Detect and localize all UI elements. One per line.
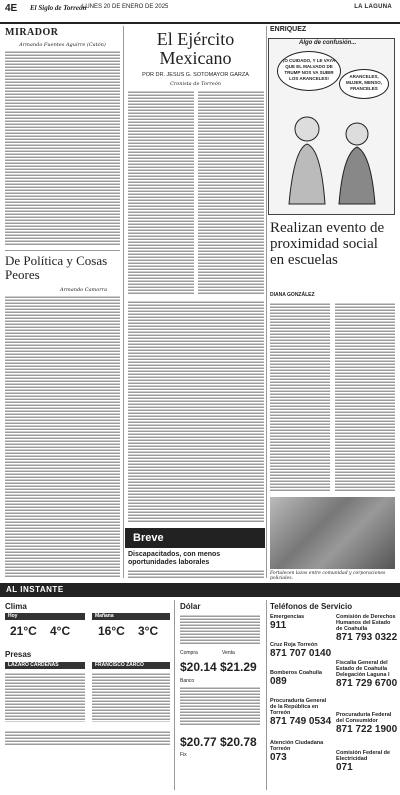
dolar-venta-label: Venta: [222, 650, 235, 656]
cartoon-kicker: ENRIQUEZ: [270, 26, 307, 33]
phone-label: Procuraduría General de la República en Torreón: [270, 698, 327, 716]
phone-entry: [270, 614, 332, 631]
phone-entry: [336, 712, 398, 735]
column-body-text-2: [5, 295, 120, 578]
section-name: LA LAGUNA: [354, 4, 392, 10]
presa-1-data: [5, 672, 85, 722]
dolar-venta-1: $21.29: [220, 660, 257, 674]
speech-bubble-1: ¡O CUIDADO, Y LE VAYA QUE EL MALVADO DE TRUMP NOS VA SUBIR LOS ARANCELES!: [277, 51, 341, 91]
column-divider: [123, 26, 124, 578]
presas-title: Presas: [5, 650, 32, 659]
dolar-sub-2: Fix: [180, 752, 187, 758]
al-instante-bar: AL INSTANTE: [0, 583, 400, 597]
phone-number: 871 749 0534: [270, 716, 332, 727]
article-headline: Realizan evento de proximidad social en escuelas: [270, 220, 385, 268]
phone-label: Comisión de Derechos Humanos del Estado de Coahuila: [336, 614, 396, 632]
dolar-compra-label: Compra: [180, 650, 198, 656]
phone-label: Cruz Roja Torreón: [270, 642, 318, 648]
dolar-sub-1: Banco: [180, 678, 195, 684]
phone-entry: [270, 740, 332, 763]
phone-entry: [336, 614, 398, 643]
clima-title: Clima: [5, 602, 27, 611]
hoy-min: 4°C: [50, 624, 71, 638]
page-number: 4E: [5, 3, 18, 14]
phone-label: Bomberos Coahuila: [270, 670, 322, 676]
phone-entry: [336, 660, 398, 689]
column-byline-2: Armando Camorra: [60, 287, 108, 293]
article-body-col-1: [270, 302, 330, 492]
phone-label: Fiscalía General del Estado de Coahuila Delegación Laguna I: [336, 660, 390, 678]
breve-body: [128, 569, 264, 579]
main-credit: Cronista de Torreón: [170, 81, 221, 87]
breve-headline: Discapacitados, con menos oportunidades laborales: [128, 551, 221, 566]
column-byline: Armando Fuentes Aguirre (Catón): [19, 42, 106, 48]
article-body-col-2: [335, 302, 395, 492]
phone-number: 911: [270, 620, 287, 631]
article-photo: [270, 497, 395, 569]
main-body-col-2: [198, 90, 264, 295]
manana-min: 3°C: [138, 624, 159, 638]
phone-number: 071: [336, 762, 353, 773]
dolar-info: [180, 614, 260, 644]
main-byline: POR DR. JESUS G. SOTOMAYOR GARZA: [142, 72, 249, 78]
dolar-compra-1: $20.14: [180, 660, 217, 674]
clima-hoy-bar: Hoy: [5, 613, 85, 620]
clima-manana-bar: Mañana: [92, 613, 170, 620]
article-byline: DIANA GONZÁLEZ: [270, 292, 315, 298]
phone-number: 089: [270, 676, 287, 687]
divider: [5, 250, 120, 251]
main-body-col-1: [128, 90, 194, 295]
phone-number: 073: [270, 752, 287, 763]
cartoon-figures: [279, 109, 384, 209]
presa-2-label: FRANCISCO ZARCO: [92, 662, 170, 669]
column-body-text: [5, 50, 120, 245]
column-headline-2: De Política y Cosas Peores: [5, 253, 108, 282]
divider-v1: [174, 600, 175, 790]
phone-label: Comisión Federal de Electricidad: [336, 750, 391, 762]
speech-bubble-2: ARANCELES, MUJER, MENSO, FRANCELES: [339, 69, 389, 99]
dolar-venta-2: $20.78: [220, 735, 257, 749]
phone-number: 871 722 1900: [336, 724, 398, 735]
phone-entry: [270, 642, 332, 659]
column-divider-2: [266, 26, 267, 578]
phone-label: Emergencias: [270, 614, 305, 620]
phone-number: 871 729 6700: [336, 678, 398, 689]
hoy-max: 21°C: [10, 624, 37, 638]
header-bar: [0, 0, 400, 24]
divider-v2: [266, 600, 267, 790]
phone-number: 871 707 0140: [270, 648, 332, 659]
cartoon-title: Algo de confusión...: [299, 40, 357, 46]
presa-2-data: [92, 672, 170, 722]
phone-number: 871 793 0322: [336, 632, 398, 643]
main-body-col-3: [128, 300, 264, 522]
manana-max: 16°C: [98, 624, 125, 638]
photo-caption: Fortalecen lazos entre comunidad y corporaciones policiales.: [270, 571, 386, 581]
column-kicker: MIRADOR: [5, 27, 59, 38]
phone-label: Procuraduría Federal del Consumidor: [336, 712, 392, 724]
phone-label: Atención Ciudadana Torreón: [270, 740, 324, 752]
editorial-cartoon: [268, 38, 395, 215]
telefonos-title: Teléfonos de Servicio: [270, 602, 353, 611]
dolar-title: Dólar: [180, 602, 201, 611]
breve-label: Breve: [125, 528, 265, 548]
phone-entry: [270, 670, 332, 687]
phone-entry: [270, 698, 332, 727]
paper-logo: El Siglo de Torreón: [30, 4, 87, 12]
phone-entry: [336, 750, 398, 773]
dolar-notes: [180, 686, 260, 726]
presa-1-label: LÁZARO CÁRDENAS: [5, 662, 85, 669]
main-headline: El Ejército Mexicano: [156, 29, 235, 68]
issue-date: LUNES 20 DE ENERO DE 2025: [82, 4, 169, 10]
presas-notes: [5, 730, 170, 746]
dolar-compra-2: $20.77: [180, 735, 217, 749]
